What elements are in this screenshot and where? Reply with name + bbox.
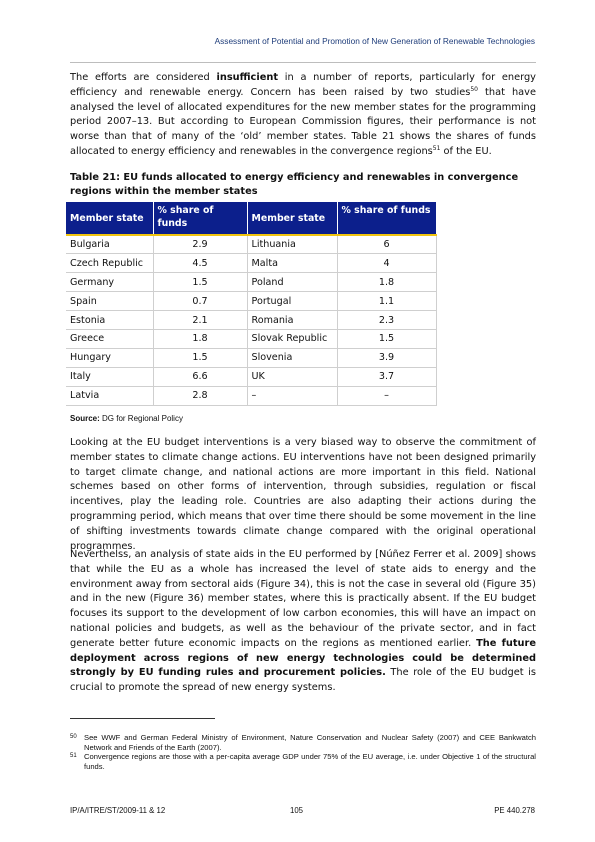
share-cell: 2.3 [337,311,436,330]
paragraph-budget-interventions: Looking at the EU budget interventions is a very biased way to observe the commitment of member states to climate change actions. EU interventions have not been designed primarily to target climate change, and national actions are more important in this field. National schemes based on other forms of intervention, through subsidies, regulation or fiscal incentives, play the leading role. Countries are also adapting their actions during the programming period, which means that over time there should be some movement in the line of shifting investments towards climate change compared with the original operational programmes. [70,437,536,552]
intro-bold-insufficient: insufficient [216,72,279,83]
share-cell: 2.1 [153,311,247,330]
table-source [70,414,183,423]
member-state-cell: Latvia [66,386,153,405]
intro-text-2: in a number of reports, particularly for energy efficiency and renewable energy. Concern has been raised by two studies [70,72,536,98]
paragraph-state-aids [70,548,536,696]
member-state-cell: Germany [66,273,153,292]
footnote-divider [70,718,215,719]
member-state-cell: – [247,386,337,405]
share-cell: 1.5 [337,329,436,348]
table-caption-label: Table 21: [70,172,121,183]
member-state-cell: Romania [247,311,337,330]
table-caption [70,171,536,198]
table-row [66,386,436,405]
table-row [66,254,436,273]
member-state-cell: Poland [247,273,337,292]
member-state-cell: Slovenia [247,348,337,367]
intro-paragraph [70,71,536,160]
header-member-state-2: Member state [247,202,337,235]
share-cell: 6.6 [153,367,247,386]
footnote-50 [70,733,536,752]
share-cell: 3.7 [337,367,436,386]
table-row [66,292,436,311]
member-state-cell: Czech Republic [66,254,153,273]
share-cell: 6 [337,235,436,254]
running-header: Assessment of Potential and Promotion of New Generation of Renewable Technologies [214,36,535,46]
share-cell: – [337,386,436,405]
eu-funds-table [66,202,437,406]
table-row [66,311,436,330]
share-cell: 1.1 [337,292,436,311]
state-aids-bold-statement: The future deployment across regions of new energy technologies could be determined strongly by EU funding rules and procurement policies. [70,637,536,679]
state-aids-text-1: Neverthelss, an analysis of state aids in the EU performed by [Núñez Ferrer et al. 2009] shows that while the EU as a whole has increased the level of state aids to energy and the environment away from sectoral aids (Figure 34), this is not the case in several old (Figure 35) and in the new (Figure 36) member states, where this is practically absent. If the EU budget focuses its support to the development of low carbon economies, this will have an impact on national policies and budgets, as well as the behaviour of the private sector, and in fact generate better future economic impacts on the regions as mentioned earlier. [70,549,536,649]
table-header-row [66,202,436,235]
member-state-cell: Portugal [247,292,337,311]
source-text: DG for Regional Policy [99,414,183,423]
share-cell: 0.7 [153,292,247,311]
footnote-text: See WWF and German Federal Ministry of Environment, Nature Conservation and Nuclear Safety (2007) and CEE Bankwatch Network and Friends of the Earth (2007). [84,733,536,752]
footnote-number: 51 [70,753,77,759]
share-cell: 2.8 [153,386,247,405]
footnote-ref-51[interactable]: 51 [432,144,441,152]
footnote-51 [70,752,536,771]
footer-pe-number: PE 440.278 [494,806,535,815]
header-share-1: % share of funds [153,202,247,235]
intro-text-1: The efforts are considered [70,72,217,83]
member-state-cell: Bulgaria [66,235,153,254]
member-state-cell: Italy [66,367,153,386]
share-cell: 3.9 [337,348,436,367]
member-state-cell: Hungary [66,348,153,367]
footnote-text: Convergence regions are those with a per-capita average GDP under 75% of the EU average, i.e. under Objective 1 of the structural funds. [84,752,536,771]
intro-text-4: of the EU. [440,145,492,157]
member-state-cell: Lithuania [247,235,337,254]
source-label: Source: [70,414,100,423]
share-cell: 1.5 [153,273,247,292]
member-state-cell: Greece [66,329,153,348]
table-row [66,367,436,386]
member-state-cell: Estonia [66,311,153,330]
share-cell: 1.8 [337,273,436,292]
header-divider [70,62,536,63]
footnote-ref-50[interactable]: 50 [470,85,478,93]
footer-page-number: 105 [290,806,304,815]
table-caption-text: EU funds allocated to energy efficiency and renewables in convergence regions within the member states [70,172,519,197]
intro-text-3: that have analysed the level of allocated expenditures for the new member states for the programming period 2007–13. But according to European Commission figures, their performance is not worse than that of many of the ‘old’ member states. Table 21 shows the shares of funds allocated to energy efficiency and renewables in the convergence regions [70,86,536,157]
member-state-cell: Malta [247,254,337,273]
state-aids-text-2: The role of the EU budget is crucial to promote the spread of new energy systems. [70,667,536,694]
table-row [66,273,436,292]
table-row [66,329,436,348]
table-row [66,348,436,367]
member-state-cell: Spain [66,292,153,311]
header-member-state-1: Member state [66,202,153,235]
share-cell: 1.5 [153,348,247,367]
footer-document-id: IP/A/ITRE/ST/2009-11 & 12 [70,806,166,815]
member-state-cell: UK [247,367,337,386]
share-cell: 4 [337,254,436,273]
table-row [66,235,436,254]
header-share-2: % share of funds [337,202,436,235]
share-cell: 2.9 [153,235,247,254]
footnote-number: 50 [70,734,77,740]
member-state-cell: Slovak Republic [247,329,337,348]
share-cell: 1.8 [153,329,247,348]
share-cell: 4.5 [153,254,247,273]
